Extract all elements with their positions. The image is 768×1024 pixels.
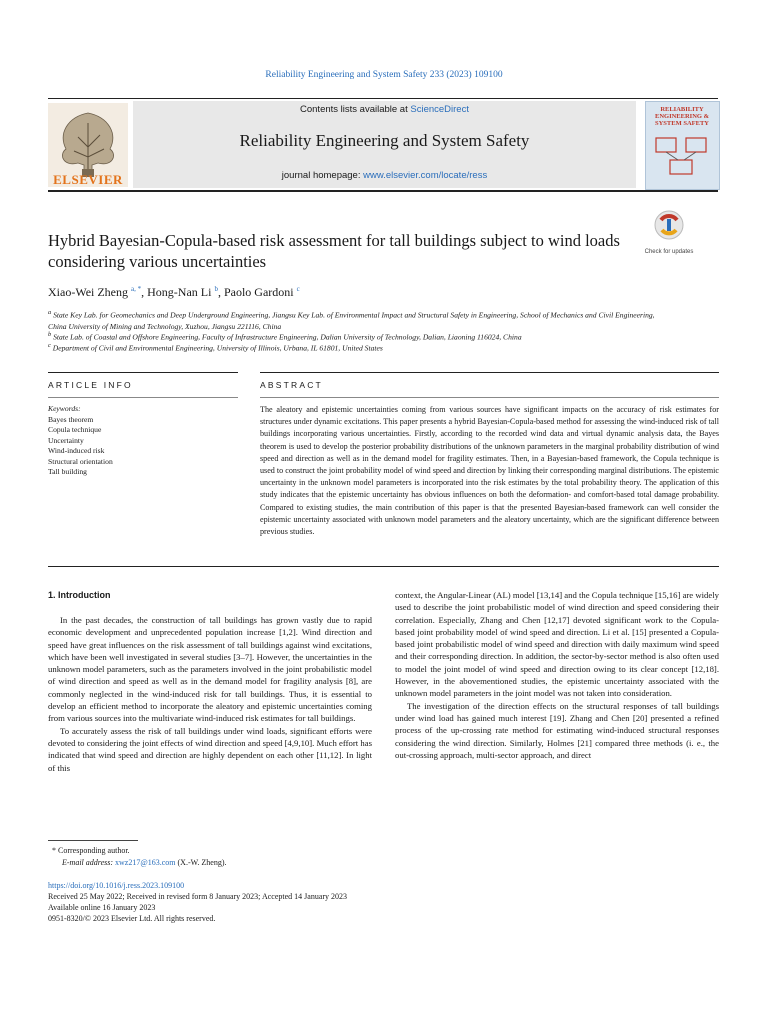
check-for-updates-label[interactable]: Check for updates	[644, 249, 694, 255]
body-right-column	[395, 589, 719, 761]
contents-prefix: Contents lists available at	[300, 104, 411, 115]
footnote-rule	[48, 840, 138, 841]
abstract-heading: ABSTRACT	[260, 380, 323, 390]
homepage-prefix: journal homepage:	[281, 170, 364, 181]
author-list	[48, 285, 300, 300]
affiliation-text: Department of Civil and Environmental Engineering, University of Illinois, Urbana, IL 61801, United States	[52, 343, 383, 353]
body-paragraph: In the past decades, the construction of tall buildings has grown vastly due to rapid economic development and unprecedented population increase [1,2]. Wind direction and speed have great influences on the risk assessment of tall buildings against wind excitations, which have been well investigated in several studies [3–7]. However, the uncertainties in the unknown model parameters, such as the parameters involved in the joint probabilistic model of wind direction and speed as well as in the demand model for fragility analysis [8], are commonly neglected in the wind-induced risk for tall buildings. Thus, it is essential to develop an efficient method to incorporate the aleatory and epistemic uncertainties coming from various sources into the multivariate wind-induced risk estimates for tall buildings.	[48, 615, 372, 724]
keyword-item: Tall building	[48, 467, 87, 476]
author-separator: ,	[217, 285, 224, 299]
journal-cover-title: RELIABILITY ENGINEERING & SYSTEM SAFETY	[655, 106, 709, 127]
affiliation-text: State Key Lab. for Geomechanics and Deep Underground Engineering, Jiangsu Key Lab. of Environmental Impact and Structural Safety in Engineering, School of Mechanics and Civil Engineering, China University of Mining and Technology, Xuzhou, Jiangsu 221116, China	[48, 310, 655, 331]
copyright-line: 0951-8320/© 2023 Elsevier Ltd. All rights reserved.	[48, 914, 216, 923]
author-name[interactable]: Hong-Nan Li	[147, 285, 212, 299]
contents-line	[133, 104, 636, 115]
keywords-block	[48, 404, 238, 478]
article-info-heading: ARTICLE INFO	[48, 380, 133, 390]
author-name[interactable]: Paolo Gardoni	[223, 285, 294, 299]
author-affiliation-marker[interactable]: c	[296, 285, 300, 293]
affiliation-marker: a	[48, 309, 52, 316]
received-dates: Received 25 May 2022; Received in revised form 8 January 2023; Accepted 14 January 2023	[48, 892, 348, 901]
email-link[interactable]: xwz217@163.com	[115, 858, 176, 867]
keyword-item: Wind-induced risk	[48, 446, 105, 455]
email-line	[62, 857, 227, 868]
body-left-column	[48, 614, 372, 774]
author-separator: ,	[141, 285, 148, 299]
affiliation-c	[48, 340, 668, 354]
keyword-item: Uncertainty	[48, 435, 84, 445]
article-title: Hybrid Bayesian-Copula-based risk assessment for tall buildings subject to wind loads considering various uncertainties	[48, 231, 620, 271]
corresponding-author-note: * Corresponding author.	[52, 846, 130, 855]
affiliation-marker: c	[48, 342, 51, 349]
cover-illustration-icon	[652, 134, 712, 182]
article-info-subrule	[48, 397, 238, 398]
article-info-rule	[48, 372, 238, 373]
body-paragraph: The investigation of the direction effects on the structural responses of tall buildings under wind load has gained much interest [19]. Zhang and Chen [20] presented a refined process of the up-crossing rate method for estimating wind-induced structural responses considering the wind direction. Similarly, Holmes [21] compared three methods (i. e., the out-crossing approach, multi-sector approach, and direct	[395, 700, 719, 760]
body-paragraph: To accurately assess the risk of tall buildings under wind loads, significant efforts were devoted to considering the joint effects of wind direction and speed [4,9,10]. Much effort has indicated that wind speed and direction are highly dependent on each other [11,12]. In light of this	[48, 725, 372, 773]
keyword-item: Structural orientation	[48, 456, 113, 466]
homepage-link[interactable]: www.elsevier.com/locate/ress	[363, 170, 488, 181]
homepage-line	[133, 170, 636, 181]
journal-citation-link[interactable]: Reliability Engineering and System Safety 233 (2023) 109100	[265, 70, 503, 80]
affiliation-text: State Lab. of Coastal and Offshore Engineering, Faculty of Infrastructure Engineering, Dalian University of Technology, Dalian, Liaoning 116024, China	[53, 332, 522, 342]
body-paragraph: context, the Angular-Linear (AL) model [13,14] and the Copula technique [15,16] are widely used to describe the joint probabilistic model of wind direction and speed considering their correlation. Especially, Zhang and Chen [12,17] devoted significant work to the Copula-based joint probability model of wind speed and direction. Li et al. [15] presented a Copula-based joint probabilistic model of wind speed and direction with daily maximum wind speed and their corresponding direction. In addition, the sector-by-sector method is also often used to model the joint model of wind speed and direction owing to its clear concept [12,18]. However, in the abovementioned studies, the epistemic uncertainty associated with the unknown model parameters in the joint model was not taken into consideration.	[395, 590, 719, 699]
affiliation-marker: b	[48, 331, 52, 338]
header-bottom-rule	[48, 190, 718, 192]
affiliation-a	[48, 307, 668, 332]
elsevier-wordmark: ELSEVIER	[53, 172, 123, 187]
email-label: E-mail address:	[62, 858, 116, 867]
doi-link[interactable]: https://doi.org/10.1016/j.ress.2023.109100	[48, 881, 185, 890]
author-name[interactable]: Xiao-Wei Zheng	[48, 285, 129, 299]
sciencedirect-link[interactable]: ScienceDirect	[410, 104, 469, 115]
journal-name: Reliability Engineering and System Safety	[239, 131, 530, 150]
abstract-text: The aleatory and epistemic uncertainties coming from various sources have significant impacts on the accuracy of risk estimates for structures under dynamic excitations. This paper presents a hybrid Bayesian-Copula-based method for assessing the wind-induced risk of tall buildings incorporating various uncertainties. Firstly, according to the recorded wind data and virtual dynamic analysis data, the Bayes theorem is used to develop the posterior probability distributions of the unknown parameters in the marginal probability distribution of wind speed and direction as well as in the demand model for fragility estimates. Then, in a Bayesian-based framework, the Copula technique is used to construct the joint probability model of wind speed and direction by linking their corresponding marginal distributions. The epistemic uncertainty in the unknown model parameters is incorporated into the risk estimates by the total probability theory. The application of this study indicates that the epistemic uncertainty has obvious influences on both the deformation- and comfort-based total damage probability. Compared to existing studies, the main contribution of this paper is that the presented Bayesian-based framework can well consider the epistemic uncertainty associated with unknown model parameters and the aleatory uncertainty, which are the significant difference between previous studies.	[260, 405, 719, 537]
available-online: Available online 16 January 2023	[48, 903, 156, 912]
abstract-subrule	[260, 397, 719, 398]
keywords-label: Keywords:	[48, 404, 81, 413]
keyword-item: Copula technique	[48, 425, 102, 434]
keyword-item: Bayes theorem	[48, 414, 94, 424]
author-affiliation-marker[interactable]: b	[214, 285, 218, 293]
author-affiliation-marker[interactable]: a, *	[131, 285, 142, 293]
header-top-rule	[48, 98, 718, 99]
introduction-heading: 1. Introduction	[48, 590, 111, 600]
abstract-bottom-rule	[48, 566, 719, 567]
email-suffix: (X.-W. Zheng).	[175, 858, 227, 867]
check-for-updates-icon[interactable]	[648, 208, 690, 254]
abstract-rule	[260, 372, 719, 373]
